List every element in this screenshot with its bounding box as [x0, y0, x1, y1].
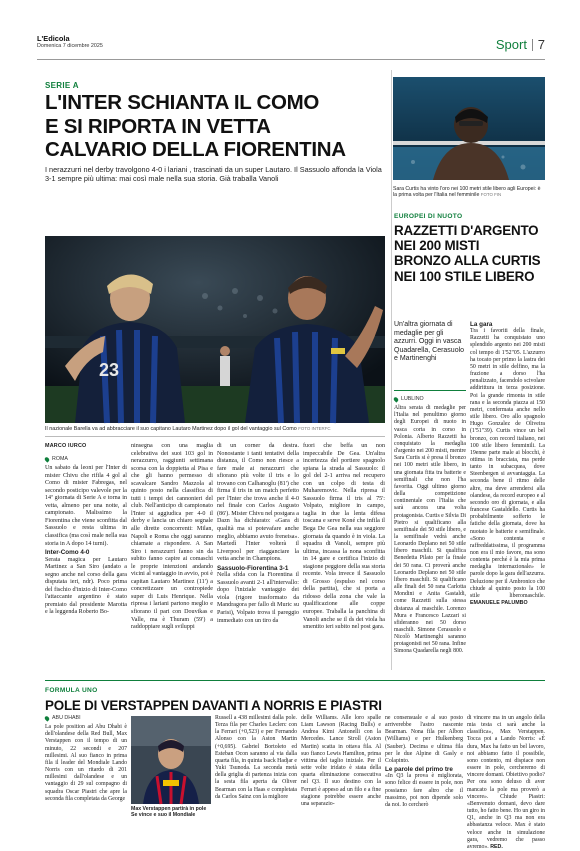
svg-text:23: 23 — [99, 360, 120, 380]
lead-column-4: fuori che beffa un non impeccabile De Gea. Un'altra incertezza del portiere spagnolo spiana la strada al Sassuolo: il gol del 2-1 arriva nel recupero con un colpo di testa di Muharemovic. Nella ripresa il Sassuolo firma il tris al 75': Volpato, migliore in campo, taglia in due la lenta difesa toscana e serve Koné che infila il Bega De Gea nella sua seggiore giornata da quando è in viola. La squadra di Vanoli, sempre più ultima, incassa la nona sconfitta in 14 gare e certifica l'inizio di stagione peggiore della sua storia recente. Vola invece il Sassuolo di Grosso (espulso nel corso della partita), che si porta a ridosso della zona che vale la qualificazione alle coppe europee. Traballa la panchina di Vanoli anche se il ds dei viola ha smentito ieri subito nel post gara. — [303, 443, 385, 631]
swim-column-2 — [470, 321, 545, 674]
swim-photo-credit: FOTO FIN — [480, 192, 502, 198]
swim-headline-line-2: NEI 200 MISTI — [394, 238, 480, 254]
lead-headline — [45, 91, 385, 162]
swim-place: LUBLINO — [401, 396, 424, 402]
football-celebration-image — [45, 236, 385, 423]
lead-col3-paragraph-2: Nella sfida con la Fiorentina il Sassuolo avanti 2-1 all'intervallo: dopo l'iniziale vantaggio dei viola (rigore trasformato da Mandragora per fallo di Muric su Parisi), Volpato trova il pareggio immediato con un tiro da — [217, 572, 299, 624]
f1-kicker: FORMULA UNO — [45, 687, 98, 694]
f1-col1-text: La pole position ad Abu Dhabi è dell'olandese della Red Bull, Max Verstappen con il tempo di un minuto, 22 secondi e 207 millesimi. Al suo fianco in prima fila il leader del Mondiale Lando Norris con un ritardo di 201 millesimi dall'olandese e un vantaggio di 29 sul compagno di squadra Oscar Piastri che apre la seconda fila completata da George — [45, 724, 127, 802]
lead-standfirst: I nerazzurri nel derby travolgono 4-0 i lariani , trascinati da un super Lautaro. Il Sassuolo affonda la Viola 3-1 sempre più ultima: mai così male nella sua storia. Già traballa Vanoli — [45, 165, 382, 184]
lead-col1-subhead: Inter-Como 4-0 — [45, 549, 90, 557]
location-pin-icon — [393, 396, 399, 402]
lead-col1-paragraph-2: Serata magica per Lautaro Martinez a San Siro (andato a segno anche nel corso della gara disputata ieri, ndr). Poco prima del fischio d'inizio di Inter-Como l'attaccante argentino è stato premiato dal presidente Marotta e la leggenda Roberto Bo- — [45, 556, 127, 616]
lead-headline-line-1: L'INTER SCHIANTA IL COMO — [45, 91, 320, 114]
page-number: 7 — [537, 37, 545, 52]
lead-dateline — [45, 456, 127, 464]
swim-headline-line-3: BRONZO ALLA CURTIS — [394, 253, 541, 269]
lead-column-3 — [217, 443, 299, 673]
paper-name: L'Edicola — [37, 34, 70, 43]
swim-signature: EMANUELE PALUMBO — [470, 600, 528, 607]
lead-column-2: ninsegna con una maglia celebrativa dei suoi 103 gol in nerazzurro, raggiunti settimana scorsa con la doppietta al Pisa e che gli hanno permesso di scavalcare Sandro Mazzola al quinto posto nella classifica di tutti i tempi dei cannonieri del club. Nell'anticipo di campionato l'Inter si aggiudica per 4-0 il derby e lancia un chiaro segnale alle dirette concorrenti: Milan, Napoli e Roma che oggi saranno chiamate a rispondere. A San Siro i nerazzurri fanno sin da subito fanno capire ai comaschi le proprie intenzioni andando vicini al vantaggio in avvio, poi è capitan Lautaro Martinez (11') a concretizzare un contropiede super di Luis Henrique. Nella ripresa i lariani partono meglio e sfiorano il pari con Douvikas e Valle, ma è Thuram (59') a raddoppiare sugli sviluppi — [131, 443, 213, 631]
swim-photo — [393, 77, 545, 180]
swim-col2-text — [470, 328, 545, 607]
lead-column-1 — [45, 443, 127, 673]
lead-kicker: SERIE A — [45, 81, 79, 90]
swim-col2-subhead: La gara — [470, 321, 493, 328]
f1-column-4 — [385, 715, 463, 840]
f1-column-3: delle Williams. Alle loro spalle Liam Lawson (Racing Bulls) e Andrea Kimi Antonelli con la Mercedes. Lance Stroll (Aston Martin) scatta in ottava fila. Al suo fianco Lewis Hamilton, prima vittima del taglio iniziale. Per il sette volte iridato è stata della quarta eliminazione consecutiva nel Q3. Il suo destino con la Ferrari è appeso ad un filo e a fine stagione potrebbe essere anche una separazio- — [301, 715, 381, 807]
f1-headline: POLE DI VERSTAPPEN DAVANTI A NORRIS E PIASTRI — [45, 698, 382, 713]
swim-column-1 — [394, 396, 466, 674]
lead-headline-line-3: CALVARIO DELLA FIORENTINA — [45, 138, 346, 161]
lead-col3-paragraph-1: di un corner da destra. Nonostante i tanti tentativi della distanza, il Como non riesce a fare male ai nerazzurri che sfiorano più volte il tris e lo trovano con Calhanoglu (81') che firma il tris in un match perfetto per l'Inter che trova anche il 4-0 nel finale con Carlos Augusto (86'). Mister Chivu nel postgara a Dazn ha dichiarato: «Gara di qualità ma si potevafare anche meglio, abbiamo avuto freneisa». Martedì l'Inter volterà il Liverpool per riagganciare la vetta anche in Champions. — [217, 443, 299, 563]
lead-place: ROMA — [52, 455, 68, 462]
f1-place: ABU DHABI — [52, 715, 81, 721]
lead-photo-caption — [45, 426, 385, 433]
masthead — [37, 34, 545, 56]
f1-column-2: Russell a 438 millesimi dalla pole. Terza fila per Charles Leclerc con la Ferrari (+0,523) e per Fernando Alonso con la Aston Martin (+0,695). Gabriel Bortoleto ed Esteban Ocon saranno al via dalla quarta fila, in quinta Isack Hadjar e Yuki Tsunoda. La seconda metà della griglia di partenza inizia con la sesta fila aperta da Oliver Bearman con la Haas e completata da Carlos Sainz con la migliore — [215, 715, 297, 800]
lead-caption-text: Il nazionale Barella va ad abbracciare il suo capitano Lautaro Martinez dopo il gol del vantaggio sul Como — [45, 426, 297, 432]
swim-summary-box — [394, 321, 466, 391]
lead-col1-paragraph-1: Un sabato da leoni per l'Inter di mister Chivu che rifila 4 gol al Como di mister Fabregas, nel secondo posticipo valevole per la 14ª giornata di Serie A e torna in vetta, almeno per una notte, al campionato. Malissimo la Fiorentina che viene sconfitta dal Sassuolo e resta ultima in classifica (ma così male nella sua storia in A dopo 14 turni). — [45, 465, 127, 547]
f1-top-rule — [45, 680, 545, 681]
swim-headline-line-4: NEI 100 STILE LIBERO — [394, 268, 535, 284]
location-pin-icon — [44, 456, 50, 462]
lead-col3-subhead: Sassuolo-Fiorentina 3-1 — [217, 564, 289, 572]
column-separator — [391, 70, 392, 670]
f1-column-5 — [467, 715, 545, 850]
f1-col5-body: di vincere ma in un angolo della mia testa ci sarà anche la classifica», Max Verstappen. Tocca poi a Lando Norris: «È dura, Max ha fatto un bel lavoro, noi abbiamo fatto il possibile, sono contento, mi dispiace non essere in pole, cercheremo di vincere domani. Obiettivo podio? Per ora sono deluso di aver mancato la pole ma proverò a vincere». Chiude Piastri: «Benvenuto domani, devo dare tutto, ho fatto bene. Ho un giro in Q1, anche in Q3 ma non era abbastanza veloce. Max è stato veloce anche in simulazione gara, vedremo che passo avremo». — [467, 715, 545, 850]
f1-column-1 — [45, 715, 127, 840]
section-name: Sport — [495, 37, 527, 52]
lead-caption-rule — [45, 436, 385, 437]
swimmer-image — [393, 77, 545, 180]
lead-photo-credit: FOTO INTERFC — [298, 426, 331, 431]
lead-headline-line-2: E SI RIPORTA IN VETTA — [45, 114, 271, 138]
f1-col4-paragraph-2: «In Q3 la prova è migliorata, sono felice di essere in pole, non possiamo fare altro che il massimo, poi non dipende solo da noi. Io cercherò — [385, 773, 463, 808]
f1-photo-caption: Max Verstappen partirà in pole Se vince e suo il Mondiale — [131, 806, 207, 819]
f1-dateline — [45, 715, 127, 722]
verstappen-image — [131, 716, 211, 804]
swim-col2-body: Tra i favoriti della finale, Razzetti ha conquistato uno splendido argento nei 200 misti col tempo di 1'52"05. L'azzurro ha tocato per primo la lastra dei 50 metri in stile delfino, ma la frazione a dorso l'ha penalizzato, facendolo scivolare addirittura in terza posizione. Poi la grande rimonta in stile rana e la seconda piazza ai 150 metri, confermata anche nello stile libero. Oro allo spagnolo Hugo Gonzalez de Oliveira (1'51"39). Curtis vince un bel bronzo, con record italiano, nei 100 stile libero femminili. La 19enne parte male ai blocchi, è ottima in bracciata, ma perde tanto in subacquea, dove Steenbergen si avvantaggia. La seconda bene il ritmo delle altre, ma deve arrendersi alla olandese, da record europeo e al secondo oro di giornata, e alla francese Gastaldello. Curtis ha probabilmente sofferto le fatiche della giornata, dove ha nuotato le batterie e semifinale. «Sono contenta e raffreddatissima, il programma non era il mio favore, ma sono contenta perché è la mia prima medaglia internazionale» le parole dopo la gara dell'azzurra. Deluzione per il Ambronico che chiude al quinto posto la 100 stile liberomaschile. — [470, 328, 545, 599]
f1-col4-subhead: Le parole del primo tre — [385, 766, 453, 774]
swim-photo-caption — [393, 186, 545, 199]
swim-headline — [394, 223, 546, 284]
lead-byline: MARCO IURCO — [45, 443, 87, 449]
f1-col4-paragraph-1: ne consensuale e al suo posto arriverebbe l'astro nascente Bearman. Nona fila per Albon (Williams) e per Hulkenberg (Sauber). Decima e ultima fila per le due Alpine di Gasly e Colapinto. — [385, 715, 463, 764]
divider — [532, 39, 533, 51]
f1-photo — [131, 716, 211, 804]
lead-photo — [45, 236, 385, 423]
section-marker — [496, 37, 545, 52]
swim-kicker: EUROPEI DI NUOTO — [394, 213, 463, 220]
swim-caption-text: Sara Curtis ha vinto l'oro nei 100 metri stile libero agli Europei: è la prima volta per l'Italia nel femminile — [393, 186, 541, 199]
f1-signature: RED. — [490, 843, 503, 850]
swim-headline-line-1: RAZZETTI D'ARGENTO — [394, 223, 539, 238]
location-pin-icon — [44, 715, 50, 721]
issue-date: Domenica 7 dicembre 2025 — [37, 43, 103, 49]
swim-dateline — [394, 396, 466, 403]
f1-col5-text — [467, 715, 545, 851]
swim-col1-text: Altra serata di medaglie per l'Italia nel penultimo giorno degli Europei di nuoto in vasca corta in corso in Polonia. Alberto Razzetti ha conquistato la medaglia d'argento nei 200 misti, mentre Sara Curtis si è presa il bronzo nei 100 metri stile libero, in una giornata fitta tra batterie e semifinali che non l'ha favorita. Oggi ultimo giorno della competizione continentale con l'Italia che sarà ancora una volta protagonista. Curtis e Silvia Di Pietro si qualificano alla semifinale dei 50 stile libero, e la semifinale vedrà anche Leonardo Deplano nei 50 stile libero maschili. Si qualifica Benedetta Pilato per la finale dei 50 rana. Ci proverà anche Leonardo Deplano nei 50 stile libero maschili. Si qualificano alle finali dei 50 rana Carlotta Mondini e Anita Gastaldi, come Razzetti sulla stessa distanza al maschile. Lorenzo Mura e Francesco Lazzari si sfideranno nei 50 dorso maschili. Simone Cerasuolo e Nicolò Martinenghi saranno protagonisti nei 50 rana. Infine Simona Quadarella negli 800. — [394, 405, 466, 655]
swim-summary: Un'altra giornata di medaglie per gli azzurri. Oggi in vasca Quadarella, Cerasuolo e Martinenghi — [394, 321, 465, 363]
masthead-rule — [37, 59, 545, 60]
